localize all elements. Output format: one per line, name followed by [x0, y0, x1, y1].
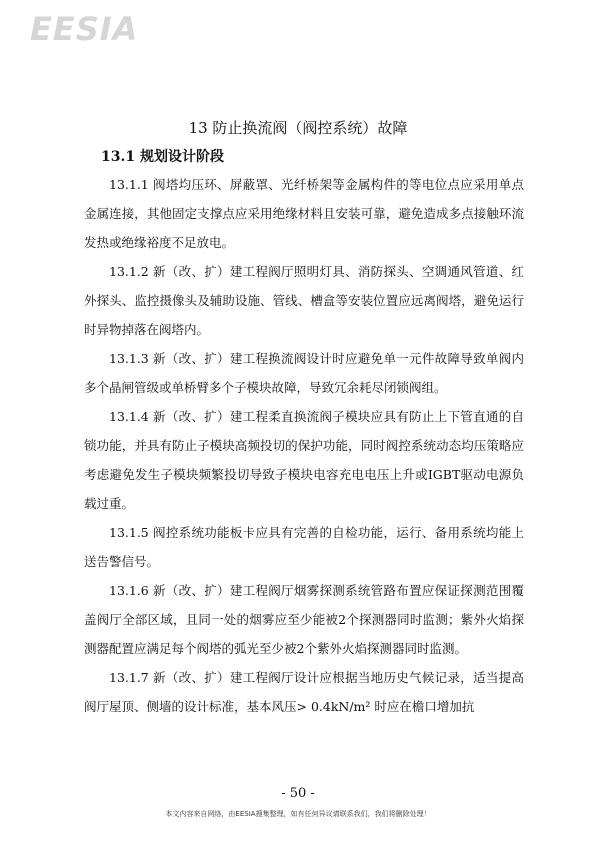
chapter-title: 13 防止换流阀（阀控系统）故障 — [188, 119, 408, 137]
section-heading: 13.1 规划设计阶段 — [101, 149, 224, 165]
paragraph-13-1-7: 13.1.7 新（改、扩）建工程阀厅设计应根据当地历史气候记录，适当提高阀厅屋顶、侧墙的设计标准，基本风压> 0.4kN/m² 时应在檐口增加抗 — [84, 670, 524, 714]
paragraph-13-1-2: 13.1.2 新（改、扩）建工程阀厅照明灯具、消防探头、空调通风管道、红外探头、监控摄像头及辅助设施、管线、槽盒等安装位置应远离阀塔，避免运行时异物掉落在阀塔内。 — [84, 264, 524, 337]
footer-disclaimer: 本文内容来自网络，由EESIA搜集整理，如有任何异议请联系我们，我们将删除处理！ — [165, 810, 431, 818]
document-body — [84, 170, 524, 721]
paragraph-13-1-4: 13.1.4 新（改、扩）建工程柔直换流阀子模块应具有防止上下管直通的自锁功能，并具有防止子模块高频投切的保护功能，同时阀控系统动态均压策略应考虑避免发生子模块频繁投切导致子模块电容充电电压上升或IGBT驱动电源负载过重。 — [84, 409, 524, 511]
page-number: - 50 - — [281, 786, 315, 801]
eesia-logo: EESIA — [30, 10, 139, 48]
paragraph-13-1-1: 13.1.1 阀塔均压环、屏蔽罩、光纤桥架等金属构件的等电位点应采用单点金属连接，其他固定支撑点应采用绝缘材料且安装可靠，避免造成多点接触环流发热或绝缘裕度不足放电。 — [84, 177, 524, 250]
paragraph-13-1-3: 13.1.3 新（改、扩）建工程换流阀设计时应避免单一元件故障导致单阀内多个晶闸管级或单桥臂多个子模块故障，导致冗余耗尽闭锁阀组。 — [84, 351, 524, 395]
paragraph-13-1-5: 13.1.5 阀控系统功能板卡应具有完善的自检功能，运行、备用系统均能上送告警信号。 — [84, 525, 524, 569]
paragraph-13-1-6: 13.1.6 新（改、扩）建工程阀厅烟雾探测系统管路布置应保证探测范围覆盖阀厅全部区域，且同一处的烟雾应至少能被2个探测器同时监测；紫外火焰探测器配置应满足每个阀塔的弧光至少被2个紫外火焰探测器同时监测。 — [84, 583, 524, 656]
